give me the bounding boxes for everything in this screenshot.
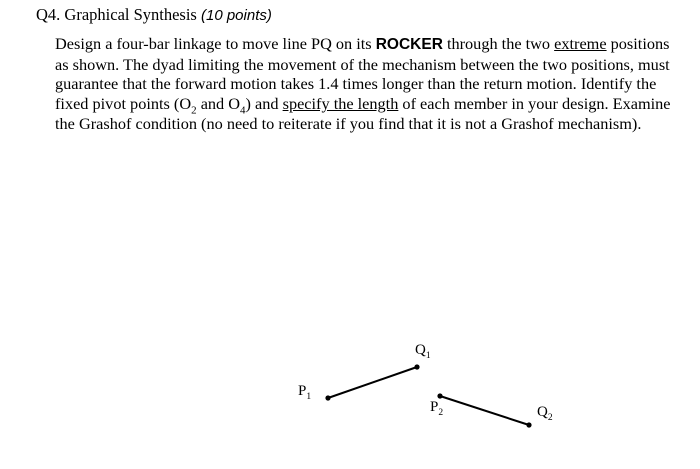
- line-p2q2: [440, 396, 529, 425]
- question-title: Graphical Synthesis: [64, 5, 197, 24]
- label-q1: $Q_1$: [415, 342, 431, 361]
- label-p2: $P_2$: [430, 399, 444, 418]
- specify-length-underlined: specify the length: [282, 94, 399, 114]
- rocker-emphasis: ROCKER: [375, 36, 443, 53]
- point-p1: [325, 395, 330, 400]
- label-q2: $Q_2$: [537, 404, 553, 423]
- statement-text: fixed pivot points (O: [55, 94, 192, 114]
- statement-text: ) and: [245, 94, 283, 114]
- subscript: 2: [191, 104, 197, 117]
- point-q2: [526, 422, 531, 427]
- question-points: (10 points): [200, 7, 272, 24]
- point-p2: [437, 393, 442, 398]
- extreme-underlined: extreme: [554, 34, 607, 53]
- line-p1q1: [328, 367, 417, 398]
- statement-line-3: guarantee that the forward motion takes 1.4 times longer than the return motion. Identify the: [55, 74, 657, 94]
- statement-line-2: as shown. The dyad limiting the movement of the mechanism between the two positions, must: [55, 54, 670, 74]
- statement-line-5: the Grashof condition (no need to reiterate if you find that it is not a Grashof mechanism).: [55, 113, 642, 133]
- statement-text: through the two: [442, 34, 555, 53]
- point-q1: [414, 364, 419, 369]
- statement-text: of each member in your design. Examine: [398, 94, 671, 114]
- statement-text: Design a four-bar linkage to move line PQ on its: [55, 34, 376, 53]
- label-p1: $P_1$: [298, 383, 312, 402]
- statement-text: positions: [606, 34, 670, 53]
- statement-text: and O: [196, 94, 241, 114]
- subscript: 4: [240, 104, 246, 117]
- question-number: Q4.: [36, 5, 61, 24]
